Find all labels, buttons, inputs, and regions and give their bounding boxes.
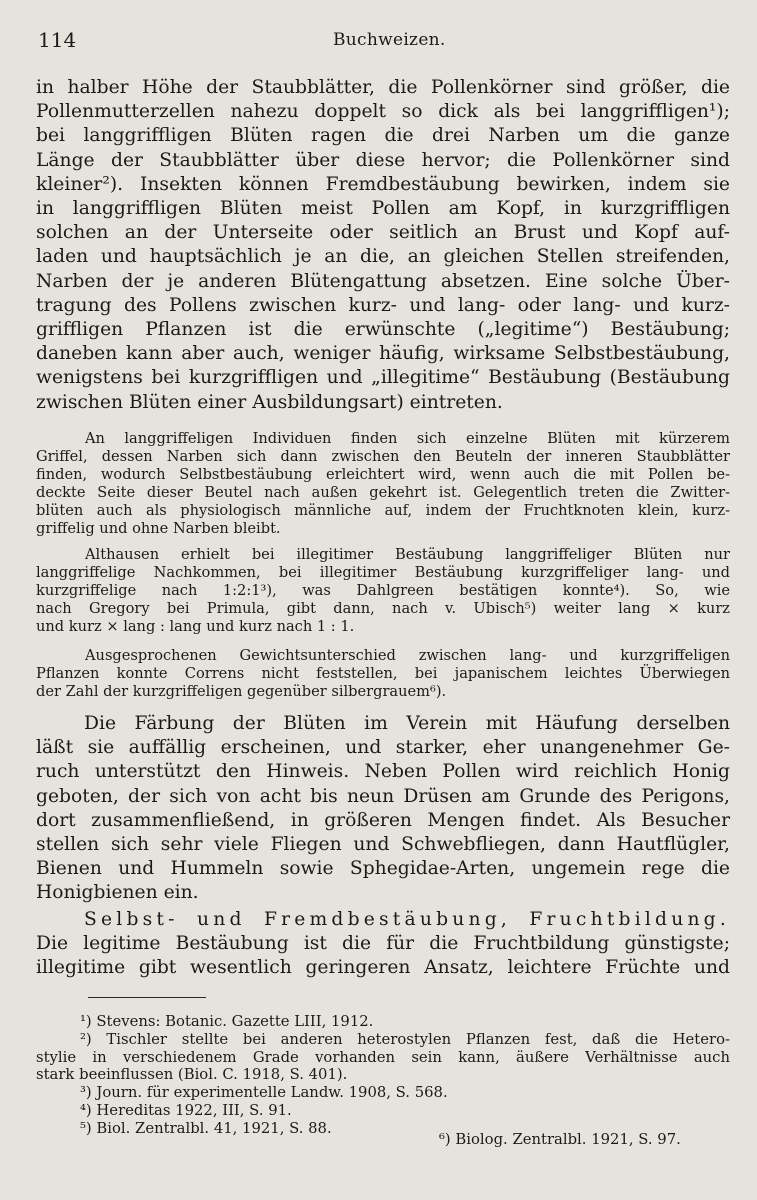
text-line: wenigstens bei kurzgriffligen und „illegitime“ Bestäubung (Bestäubung <box>36 367 730 389</box>
text-line: dort zusammenfließend, in größeren Mengen findet. Als Besucher <box>36 809 730 831</box>
text-line: Bienen und Hummeln sowie Sphegidae-Arten, ungemein rege die <box>36 858 730 880</box>
footnote-6: ⁶) Biolog. Zentralbl. 1921, S. 97. <box>439 1131 681 1148</box>
page-header <box>36 28 730 56</box>
text-line: stellen sich sehr viele Fliegen und Schwebfliegen, dann Hautflügler, <box>36 834 730 856</box>
text-line: Pollenmutterzellen nahezu doppelt so dick als bei langgriffligen¹); <box>36 101 730 123</box>
text-line: Honigbienen ein. <box>36 882 199 904</box>
footnote-line: stark beeinflussen (Biol. C. 1918, S. 401). <box>36 1066 348 1084</box>
text-line: daneben kann aber auch, weniger häufig, wirksame Selbstbestäubung, <box>36 343 730 365</box>
text-line: in halber Höhe der Staubblätter, die Pollenkörner sind größer, die <box>36 77 730 98</box>
footnote-line: stylie in verschiedenem Grade vorhanden sein kann, äußere Verhältnisse auch <box>36 1048 730 1066</box>
text-line: griffligen Pflanzen ist die erwünschte („legitime“) Bestäubung; <box>36 319 730 341</box>
text-line: geboten, der sich von acht bis neun Drüsen am Grunde des Perigons, <box>36 785 730 807</box>
small-text-line: finden, wodurch Selbstbestäubung erleichtert wird, wenn auch die mit Pollen be- <box>36 465 730 483</box>
footnote-line: ¹) Stevens: Botanic. Gazette LIII, 1912. <box>80 1013 374 1030</box>
small-text-line: Althausen erhielt bei illegitimer Bestäubung langgriffeliger Blüten nur <box>85 546 730 563</box>
text-line: Länge der Staubblätter über diese hervor; die Pollenkörner sind <box>36 149 730 171</box>
footnote-line: ²) Tischler stellte bei anderen heterostylen Pflanzen fest, daß die Hetero- <box>80 1030 730 1048</box>
footnote-rule <box>88 997 206 998</box>
small-text-line: kurzgriffelige nach 1:2:1³), was Dahlgreen bestätigen konnte⁴). So, wie <box>36 581 730 599</box>
paragraph-1 <box>36 76 730 415</box>
text-line: Die Färbung der Blüten im Verein mit Häufung derselben <box>84 713 730 734</box>
small-text-line: nach Gregory bei Primula, gibt dann, nach v. Ubisch⁵) weiter lang × kurz <box>36 599 730 617</box>
paragraph-2 <box>36 712 730 906</box>
text-line: in langgriffligen Blüten meist Pollen am Kopf, in kurzgriffligen <box>36 198 730 220</box>
small-text-line: der Zahl der kurzgriffeligen gegenüber silbergrauem⁶). <box>36 682 447 700</box>
small-text-line: Ausgesprochenen Gewichtsunterschied zwischen lang- und kurzgriffeligen <box>85 647 730 664</box>
text-line: ruch unterstützt den Hinweis. Neben Pollen wird reichlich Honig <box>36 761 730 783</box>
running-head: Buchweizen. <box>333 30 446 50</box>
text-line: laden und hauptsächlich je an die, an gleichen Stellen streifenden, <box>36 246 730 268</box>
text-line: zwischen Blüten einer Ausbildungsart) eintreten. <box>36 391 503 413</box>
small-text-line: An langgriffeligen Individuen finden sich einzelne Blüten mit kürzerem <box>85 430 730 447</box>
small-text-line: und kurz × lang : lang und kurz nach 1 : 1. <box>36 617 355 635</box>
text-line: Narben der je anderen Blütengattung absetzen. Eine solche Über- <box>36 270 730 292</box>
small-paragraph-3 <box>36 647 730 701</box>
small-text-line: Griffel, dessen Narben sich dann zwischen den Beuteln der inneren Staubblätter <box>36 447 730 465</box>
small-paragraph-2 <box>36 546 730 636</box>
text-line: läßt sie auffällig erscheinen, und starker, eher unangenehmer Ge- <box>36 737 730 759</box>
paragraph-3 <box>36 908 730 981</box>
footnote-line: ⁵) Biol. Zentralbl. 41, 1921, S. 88. <box>80 1119 332 1137</box>
text-line: tragung des Pollens zwischen kurz- und lang- oder lang- und kurz- <box>36 294 730 316</box>
small-text-line: blüten auch als physiologisch männliche auf, indem der Fruchtknoten klein, kurz- <box>36 501 730 519</box>
text-line: solchen an der Unterseite oder seitlich an Brust und Kopf auf- <box>36 222 730 244</box>
text-line: kleiner²). Insekten können Fremdbestäubung bewirken, indem sie <box>36 173 730 195</box>
small-text-line: Pflanzen konnte Correns nicht feststellen, bei japanischem leichtes Überwiegen <box>36 664 730 682</box>
small-paragraph-1 <box>36 430 730 537</box>
footnote-line: ³) Journ. für experimentelle Landw. 1908, S. 568. <box>80 1084 448 1102</box>
small-text-line: langgriffelige Nachkommen, bei illegitimer Bestäubung kurzgriffeliger lang- und <box>36 563 730 581</box>
section-heading: Selbst- und Fremdbestäubung, Fruchtbildung. <box>84 909 730 930</box>
footnote-line: ⁴) Hereditas 1922, III, S. 91. <box>80 1101 292 1119</box>
text-line: illegitime gibt wesentlich geringeren Ansatz, leichtere Früchte und <box>36 957 730 979</box>
footnotes <box>36 1013 730 1138</box>
text-line: bei langgriffligen Blüten ragen die drei Narben um die ganze <box>36 125 730 147</box>
small-text-line: griffelig und ohne Narben bleibt. <box>36 519 281 537</box>
page-number: 114 <box>38 28 77 52</box>
small-text-line: deckte Seite dieser Beutel nach außen gekehrt ist. Gelegentlich treten die Zwitter- <box>36 483 730 501</box>
text-line: Die legitime Bestäubung ist die für die Fruchtbildung günstigste; <box>36 933 730 955</box>
